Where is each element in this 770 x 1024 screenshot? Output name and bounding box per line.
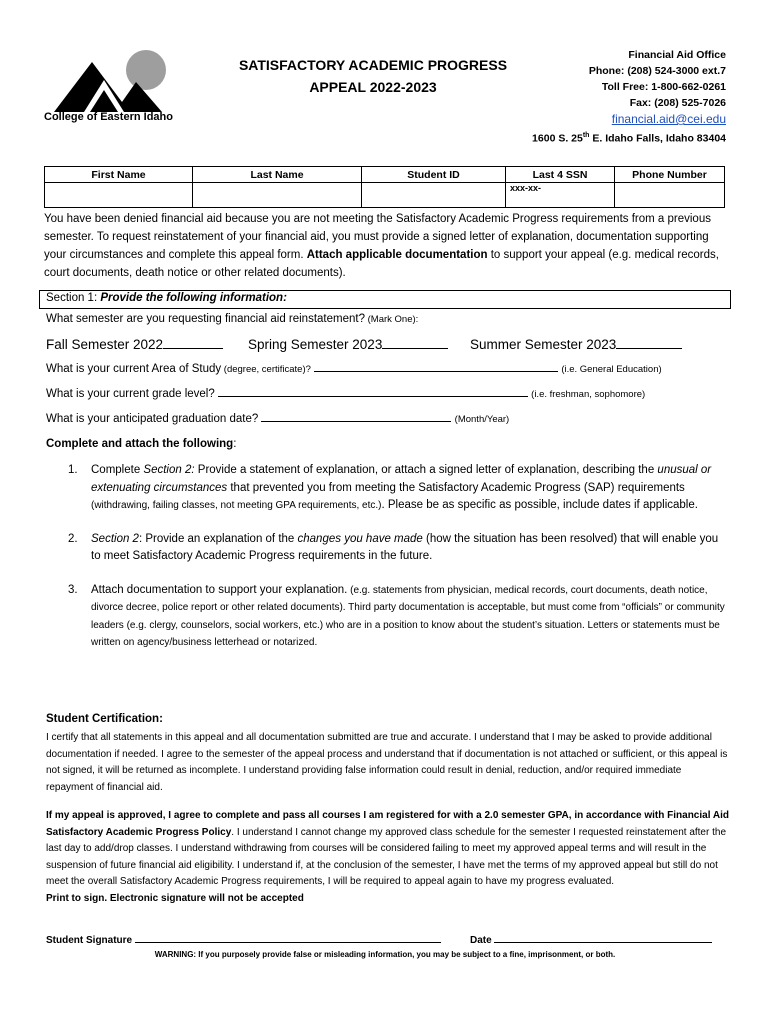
office-info xyxy=(532,47,726,147)
office-phone: Phone: (208) 524-3000 ext.7 xyxy=(588,65,726,77)
summer-option[interactable]: Summer Semester 2023 xyxy=(470,337,682,352)
warning-text: WARNING: If you purposely provide false or misleading information, you may be subject to a fine, imprisonment, or both. xyxy=(154,950,616,959)
title-line-1: SATISFACTORY ACADEMIC PROGRESS xyxy=(238,57,508,73)
approval-terms-paragraph: If my appeal is approved, I agree to complete and pass all courses I am registered for with a 2.0 semester GPA, in accordance with Financial Aid Satisfactory Academic Progress Policy. I understand I cannot change my approved class schedule for the semester I requested reinstatement after the last day to add/drop classes. I understand withdrawing from courses will be considered failing to meet my approved appeal terms and will result in the suspension of future financial aid eligibility. I understand if, at the conclusion of the semester, I have met the terms of my approved appeal but still do not meet the overall Satisfactory Academic Progress requirements, I will be required to appeal again to have my progress evaluated. Print to sign. Electronic signature will not be accepted xyxy=(46,810,730,904)
student-id-header: Student ID xyxy=(362,167,506,183)
ssn-field[interactable]: xxx-xx- xyxy=(506,183,615,208)
last-name-header: Last Name xyxy=(193,167,362,183)
certification-paragraph: I certify that all statements in this appeal and all documentation submitted are true and accurate. I understand that I may be asked to provide additional documentation if needed. I agree to the semester of the appeal process and understand that if documentation is not attached or sufficient, or this appeal is not signed, it will be returned as incomplete. I understand providing false information could result in denial, reduction, and/or required immediate repayment of financial aid. xyxy=(46,732,728,793)
first-name-header: First Name xyxy=(45,167,193,183)
instruction-list xyxy=(68,462,728,668)
grade-level-question: What is your current grade level? (i.e. freshman, sophomore) xyxy=(46,388,646,400)
graduation-date-question: What is your anticipated graduation date? (Month/Year) xyxy=(46,413,510,425)
intro-paragraph: You have been denied financial aid because you are not meeting the Satisfactory Academic Progress requirements from a previous semester. To request reinstatement of your financial aid, you must provide a signed letter of explanation, documentation supporting your circumstances and complete this appeal form. Attach applicable documentation to support your appeal (e.g. medical records, court documents, death notice or other related documents). xyxy=(44,213,719,279)
signature-field[interactable] xyxy=(135,942,441,943)
list-item: 1. Complete Section 2: Provide a statement of explanation, or attach a signed letter of explanation, describing the unusual or extenuating circumstances that prevented you from meeting the Satisfactory Academic Progress (SAP) requirements (withdrawing, failing classes, not meeting GPA requirements, etc.). Please be as specific as possible, include dates if applicable. xyxy=(68,464,712,511)
spring-option[interactable]: Spring Semester 2023 xyxy=(248,337,448,352)
last-name-field[interactable] xyxy=(193,183,362,208)
list-item: 2. Section 2: Provide an explanation of the changes you have made (how the situation has been resolved) that will enable you to meet Satisfactory Academic Progress requirements in the future. xyxy=(68,532,719,562)
student-id-field[interactable] xyxy=(362,183,506,208)
date-field[interactable] xyxy=(494,942,712,943)
area-of-study-field[interactable] xyxy=(314,371,558,372)
student-info-table xyxy=(44,166,725,208)
phone-field[interactable] xyxy=(615,183,725,208)
logo-text: College of Eastern Idaho xyxy=(44,111,173,123)
title-line-2: APPEAL 2022-2023 xyxy=(309,79,437,95)
grade-level-field[interactable] xyxy=(218,396,528,397)
fall-option[interactable]: Fall Semester 2022 xyxy=(46,337,223,352)
office-toll-free: Toll Free: 1-800-662-0261 xyxy=(601,81,726,93)
complete-heading: Complete and attach the following: xyxy=(46,438,237,450)
form-title xyxy=(200,54,546,98)
certification-heading: Student Certification: xyxy=(46,713,163,725)
ssn-header: Last 4 SSN xyxy=(506,167,615,183)
area-of-study-question: What is your current Area of Study (degree, certificate)? (i.e. General Education) xyxy=(46,363,662,375)
phone-header: Phone Number xyxy=(615,167,725,183)
print-to-sign-note: Print to sign. Electronic signature will not be accepted xyxy=(46,892,304,904)
office-address: 1600 S. 25th E. Idaho Falls, Idaho 83404 xyxy=(532,132,726,145)
date-row: Date xyxy=(470,935,712,946)
office-fax: Fax: (208) 525-7026 xyxy=(629,97,726,109)
list-item: 3. Attach documentation to support your explanation. (e.g. statements from physician, medical records, court documents, death notice, divorce decree, police report or other related documents). Third party documentation is acceptable, but must come from “officials” or community leaders (e.g. clergy, counselors, social workers, etc.) who are in a position to know about the student’s situation. Letters or statements must be written on agency/business letterhead or notarized. xyxy=(68,583,725,648)
section-1-title: Section 1: Provide the following information: xyxy=(46,292,287,304)
graduation-date-field[interactable] xyxy=(261,421,451,422)
office-email-link[interactable]: financial.aid@cei.edu xyxy=(611,112,726,126)
office-name: Financial Aid Office xyxy=(628,49,726,61)
signature-row: Student Signature xyxy=(46,935,441,946)
first-name-field[interactable] xyxy=(45,183,193,208)
semester-question: What semester are you requesting financial aid reinstatement? (Mark One): xyxy=(46,313,419,325)
